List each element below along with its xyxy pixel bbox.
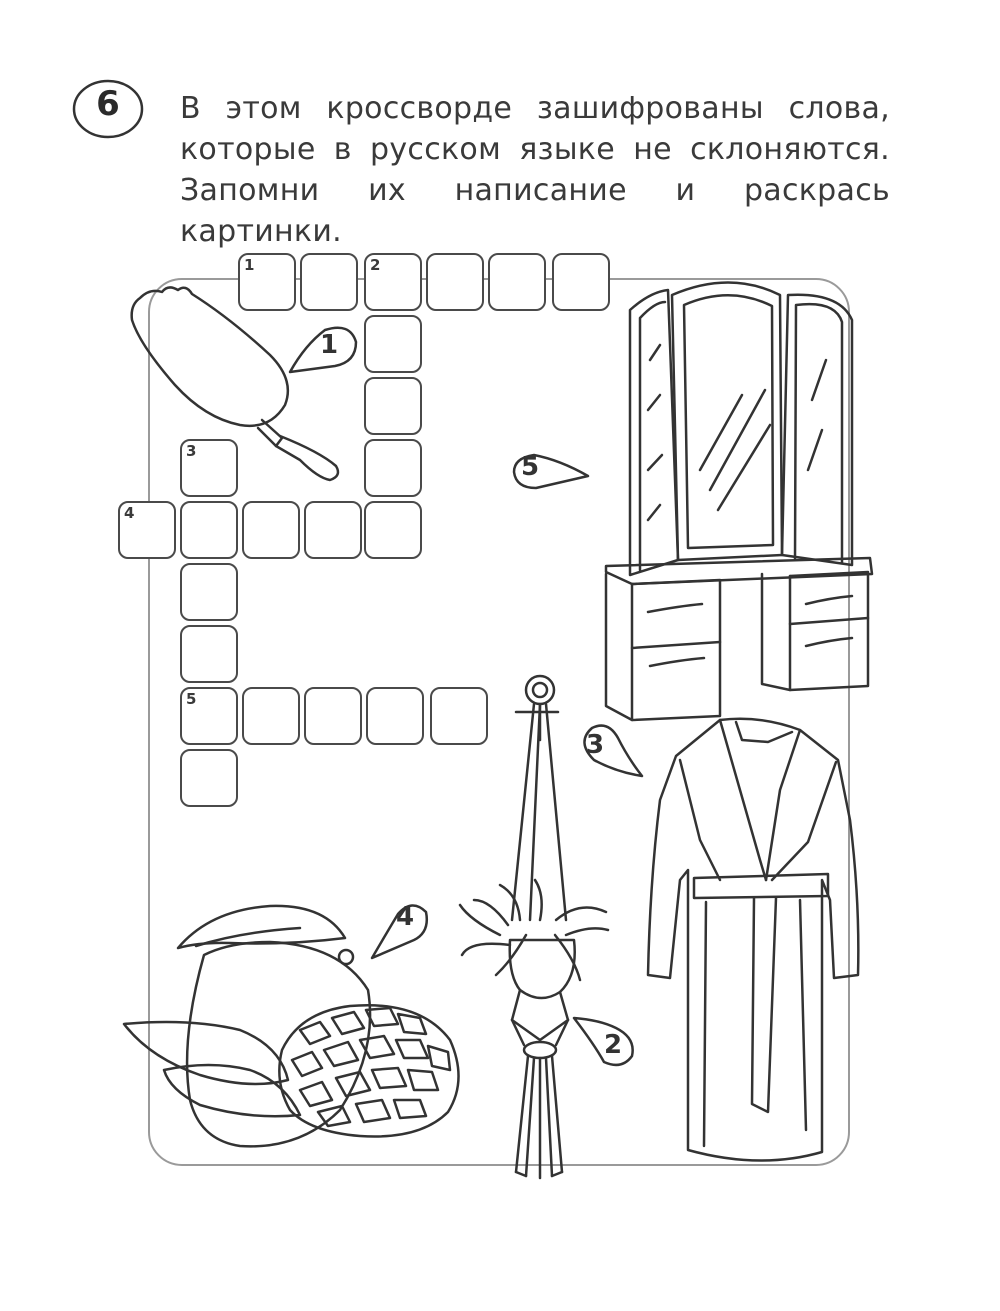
crossword-cell[interactable]: [552, 253, 610, 311]
crossword-cell[interactable]: [364, 315, 422, 373]
crossword-cell[interactable]: [430, 687, 488, 745]
crossword-cell[interactable]: [180, 563, 238, 621]
crossword-cell[interactable]: [180, 439, 238, 497]
crossword-cell[interactable]: [366, 687, 424, 745]
crossword-cell[interactable]: [180, 625, 238, 683]
crossword-cell[interactable]: [180, 687, 238, 745]
crossword-cell[interactable]: [238, 253, 296, 311]
clue-number-1: 1: [320, 330, 339, 360]
crossword-cell[interactable]: [304, 501, 362, 559]
crossword-cell[interactable]: [118, 501, 176, 559]
cell-number-5: 5: [186, 690, 197, 708]
cell-number-3: 3: [186, 442, 197, 460]
crossword-cell[interactable]: [304, 687, 362, 745]
crossword-cell[interactable]: [426, 253, 484, 311]
crossword-cell[interactable]: [242, 687, 300, 745]
coat-icon: [648, 719, 858, 1161]
instructions-line-3: Запомни их написание и раскрась картинки.: [180, 173, 890, 249]
dressing-table-icon: [606, 283, 872, 721]
crossword-cell[interactable]: [364, 439, 422, 497]
clue-number-5: 5: [521, 452, 540, 482]
clue-number-2: 2: [604, 1030, 623, 1060]
instructions-line-1: В этом кроссворде зашифрованы слова,: [180, 91, 890, 126]
clue-number-3: 3: [586, 730, 605, 760]
crossword-cell[interactable]: [364, 253, 422, 311]
crossword-cell[interactable]: [364, 501, 422, 559]
task-number: 6: [96, 84, 120, 124]
clue-number-4: 4: [396, 902, 415, 932]
crossword-cell[interactable]: [180, 501, 238, 559]
cell-number-2: 2: [370, 256, 381, 274]
crossword-cell[interactable]: [180, 749, 238, 807]
crossword-cell[interactable]: [300, 253, 358, 311]
crossword-cell[interactable]: [488, 253, 546, 311]
crossword-cell[interactable]: [364, 377, 422, 435]
cell-number-4: 4: [124, 504, 135, 522]
crossword-cell[interactable]: [242, 501, 300, 559]
cell-number-1: 1: [244, 256, 255, 274]
instructions-line-2: которые в русском языке не склоняются.: [180, 132, 890, 167]
